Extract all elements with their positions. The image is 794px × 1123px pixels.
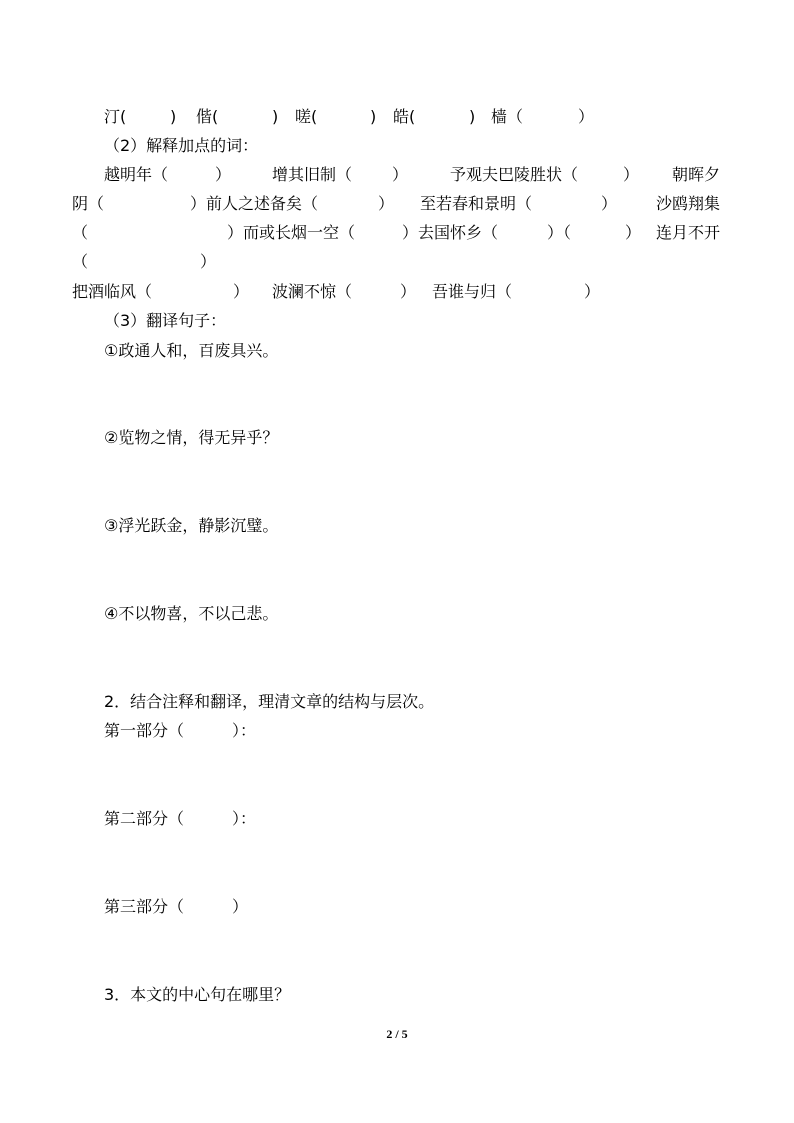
word-item: 阴（ xyxy=(72,194,105,213)
vocab-hanzi-xie: 偕( xyxy=(196,107,219,126)
blank-open: （ xyxy=(72,223,89,242)
word-item: 把酒临风（ xyxy=(72,282,153,301)
part-3-label: 第三部分（ xyxy=(104,897,185,916)
vocab-blank-close: ) xyxy=(170,107,177,126)
word-item: ）而或长烟一空（ xyxy=(227,223,356,242)
sentence-2: ②览物之情，得无异乎？ xyxy=(104,428,279,447)
blank-close: ） xyxy=(584,282,601,301)
word-item: ）前人之述备矣（ xyxy=(190,194,319,213)
word-item: 增其旧制（ xyxy=(272,165,353,184)
word-item: 朝晖夕 xyxy=(672,165,721,184)
part-1-end: ）： xyxy=(232,721,257,740)
blank-close: ） xyxy=(378,194,395,213)
vocab-blank-close: ) xyxy=(272,107,279,126)
part-2-label: 第二部分（ xyxy=(104,809,185,828)
word-item: 沙鸥翔集 xyxy=(656,194,721,213)
vocab-hanzi-ting: 汀( xyxy=(104,107,127,126)
vocab-hanzi-qiang: 樯（ xyxy=(491,107,524,126)
page-number: 2 / 5 xyxy=(386,1027,408,1041)
vocab-blank-close: ) xyxy=(370,107,377,126)
word-item: 波澜不惊（ xyxy=(272,282,353,301)
vocab-hanzi-jie: 嗟( xyxy=(295,107,318,126)
blank-close: ） xyxy=(625,223,642,242)
sentence-1: ①政通人和，百废具兴。 xyxy=(104,341,279,360)
blank-close: ） xyxy=(392,165,409,184)
blank-close: ） xyxy=(601,194,618,213)
word-item: ）去国怀乡（ xyxy=(402,223,499,242)
blank-close-open: ）（ xyxy=(547,223,572,242)
blank-close: ） xyxy=(623,165,640,184)
vocab-hanzi-hao: 皓( xyxy=(393,107,416,126)
question-structure: 2．结合注释和翻译，理清文章的结构与层次。 xyxy=(104,692,435,711)
word-item: 至若春和景明（ xyxy=(420,194,533,213)
question-heading: （2）解释加点的词： xyxy=(104,136,259,155)
word-item: 吾谁与归（ xyxy=(432,282,513,301)
vocab-blank-close: ） xyxy=(578,107,595,126)
blank-close: ） xyxy=(215,165,232,184)
part-3-end: ） xyxy=(232,897,249,916)
blank-close: ） xyxy=(233,282,250,301)
blank-close: ） xyxy=(200,252,217,271)
question-center: 3．本文的中心句在哪里？ xyxy=(104,985,291,1004)
sentence-3: ③浮光跃金，静影沉璧。 xyxy=(104,516,279,535)
word-item: 连月不开 xyxy=(656,223,721,242)
part-1-label: 第一部分（ xyxy=(104,721,185,740)
blank-open: （ xyxy=(72,252,89,271)
question-heading: （3）翻译句子： xyxy=(104,311,227,330)
blank-close: ） xyxy=(400,282,417,301)
sentence-4: ④不以物喜，不以己悲。 xyxy=(104,604,279,623)
part-2-end: ）： xyxy=(232,809,257,828)
word-item: 予观夫巴陵胜状（ xyxy=(450,165,579,184)
vocab-blank-close: ) xyxy=(469,107,476,126)
word-item: 越明年（ xyxy=(104,165,169,184)
